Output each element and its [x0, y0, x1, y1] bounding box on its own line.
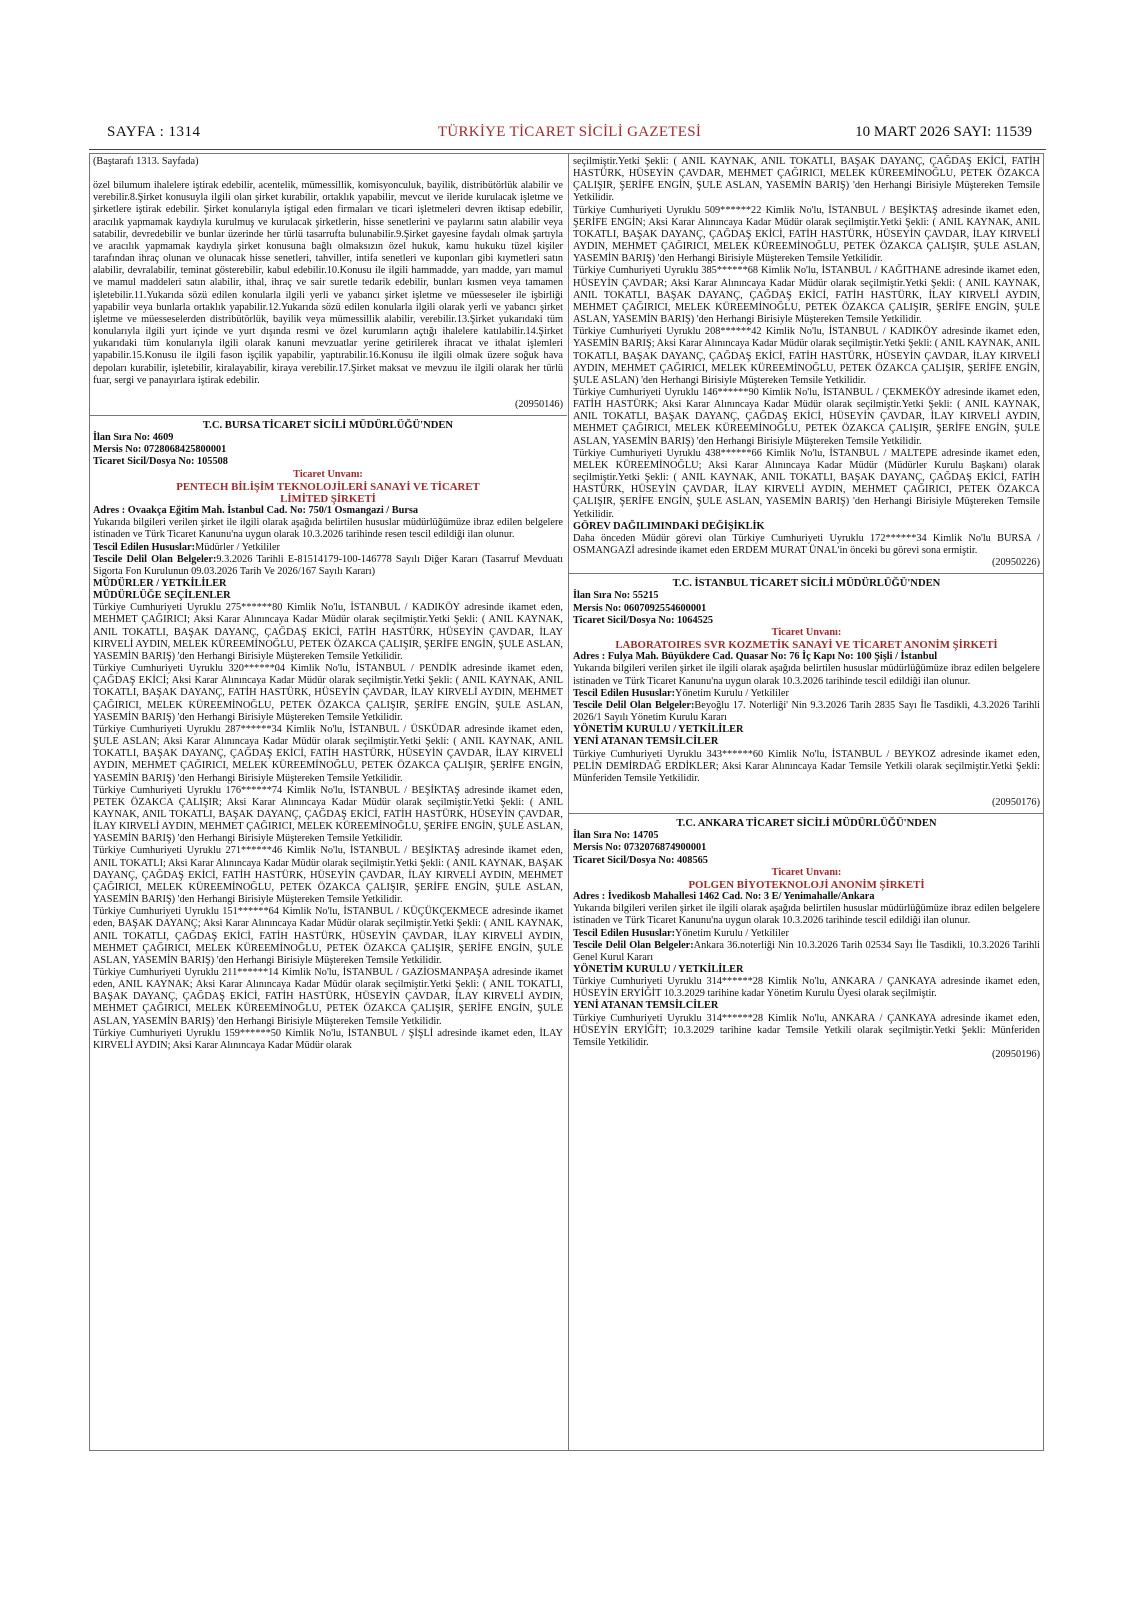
left-column [93, 156, 563, 1052]
trade-name-label: Ticaret Unvanı: [771, 626, 842, 638]
delil-line: Tescile Delil Olan Belgeler:9.3.2026 Tarihli E-81514179-100-146778 Sayılı Diğer Kararı (Tasarruf Mevduatı Sigorta Fon Kurulunun 09.03.2026 Tarih Ve 2026/167 Sayılı Kararı) [93, 553, 563, 577]
company-address: Adres : İvedikosb Mahallesi 1462 Cad. No: 3 E/ Yenimahalle/Ankara [573, 891, 875, 903]
registry-office: T.C. İSTANBUL TİCARET SİCİLİ MÜDÜRLÜĞÜ'NDEN [672, 578, 941, 590]
intro-text: Yukarıda bilgileri verilen şirket ile ilgili olarak aşağıda belirtilen hususlar müdürlüğümüze ibraz edilen belgelere istinaden ve Türk Ticaret Kanunu'na uygun olarak 10.3.2026 tarihinde tescil edildiği ilan olunur. [573, 663, 1040, 687]
page-header [107, 124, 1032, 144]
person-entry: Türkiye Cumhuriyeti Uyruklu 320******04 Kimlik No'lu, İSTANBUL / PENDİK adresinde ikamet eden, ÇAĞDAŞ EKİCİ; Aksi Karar Alınıncaya Kadar Müdür olarak seçilmiştir.Yetki Şekli: ( ANIL KAYNAK, ANIL TOKATLI, BAŞAK DAYANÇ, FATİH HASTÜRK, HÜSEYİN ÇAVDAR, İLAY KIRVELİ AYDIN, MEHMET ÇAĞIRICI, MELEK KÜREEMİNOĞLU, PETEK ÖZAKCA ÇALIŞIR, ŞERİFE ENGİN, ŞULE ASLAN, YASEMİN BARIŞ) 'den Herhangi Birisiyle Müştereken Temsile Yetkilidir. [93, 663, 563, 723]
trade-name: LABORATOIRES SVR KOZMETİK SANAYİ VE TİCARET ANONİM ŞİRKETİ [615, 639, 998, 652]
registry-office: T.C. BURSA TİCARET SİCİLİ MÜDÜRLÜĞÜ'NDEN [202, 419, 454, 431]
person-entry: Türkiye Cumhuriyeti Uyruklu 343******60 Kimlik No'lu, İSTANBUL / BEYKOZ adresinde ikamet eden, PELİN DEMİRDAĞ ERDİKLER; Aksi Karar Alınıncaya Kadar Temsile Yetkili olarak seçilmiştir.Yetki Şekli: Münferiden Temsile Yetkilidir. [573, 748, 1040, 784]
person-entry: Türkiye Cumhuriyeti Uyruklu 438******66 Kimlik No'lu, İSTANBUL / MALTEPE adresinde ikamet eden, MELEK KÜREEMİNOĞLU; Aksi Karar Alınıncaya Kadar Müdür (Müdürler Kurulu Başkanı) olarak seçilmiştir.Yetki Şekli: ( ANIL KAYNAK, ANIL TOKATLI, BAŞAK DAYANÇ, ÇAĞDAŞ EKİCİ, FATİH HASTÜRK, HÜSEYİN ÇAVDAR, İLAY KIRVELİ AYDIN, MEHMET ÇAĞIRICI, PETEK ÖZAKCA ÇALIŞIR, ŞERİFE ENGİN, ŞULE ASLAN, YASEMİN BARIŞ) 'den Herhangi Birisiyle Müştereken Temsile Yetkilidir. [573, 447, 1040, 520]
tescil-line: Tescil Edilen Hususlar:Yönetim Kurulu / Yetkililer [573, 687, 789, 699]
person-entry: Türkiye Cumhuriyeti Uyruklu 271******46 Kimlik No'lu, İSTANBUL / BEŞİKTAŞ adresinde ikamet eden, ANIL TOKATLI; Aksi Karar Alınıncaya Kadar Müdür olarak seçilmiştir.Yetki Şekli: ( ANIL KAYNAK, BAŞAK DAYANÇ, ÇAĞDAŞ EKİCİ, FATİH HASTÜRK, HÜSEYİN ÇAVDAR, İLAY KIRVELİ AYDIN, MEHMET ÇAĞIRICI, MELEK KÜREEMİNOĞLU, PETEK ÖZAKCA ÇALIŞIR, ŞERİFE ENGİN, ŞULE ASLAN, YASEMİN BARIŞ) 'den Herhangi Birisiyle Müştereken Temsile Yetkilidir. [93, 845, 563, 906]
announcement-number: (20950176) [991, 796, 1040, 808]
continued-from: (Baştarafı 1313. Sayfada) [93, 156, 199, 167]
person-entry: Türkiye Cumhuriyeti Uyruklu 314******28 Kimlik No'lu, ANKARA / ÇANKAYA adresinde ikamet eden, HÜSEYİN ERYİĞİT; 10.3.2029 tarihine kadar Temsile Yetkili olarak seçilmiştir.Yetki Şekli: Münferiden Temsile Yetkilidir. [573, 1012, 1040, 1048]
trade-name-label: Ticaret Unvanı: [771, 866, 842, 878]
person-entry: Türkiye Cumhuriyeti Uyruklu 151******64 Kimlik No'lu, İSTANBUL / KÜÇÜKÇEKMECE adresinde ikamet eden, BAŞAK DAYANÇ; Aksi Karar Alınıncaya Kadar Müdür olarak seçilmiştir.Yetki Şekli: ( ANIL KAYNAK, ANIL TOKATLI, ÇAĞDAŞ EKİCİ, FATİH HASTÜRK, HÜSEYİN ÇAVDAR, İLAY KIRVELİ AYDIN, MEHMET ÇAĞIRICI, MELEK KÜREEMİNOĞLU, PETEK ÖZAKCA ÇALIŞIR, ŞERİFE ENGİN, ŞULE ASLAN, YASEMİN BARIŞ) 'den Herhangi Birisiyle Müştereken Temsile Yetkilidir. [93, 906, 563, 966]
section-divider [89, 415, 567, 416]
registry-office: T.C. ANKARA TİCARET SİCİLİ MÜDÜRLÜĞÜ'NDEN [676, 818, 937, 830]
company-address: Adres : Fulya Mah. Büyükdere Cad. Quasar No: 76 İç Kapı No: 100 Şişli / İstanbul [573, 651, 938, 663]
mersis-no: Mersis No: 0732076874900001 [573, 842, 707, 854]
gorev-text: Daha önceden Müdür görevi olan Türkiye Cumhuriyeti Uyruklu 172******34 Kimlik No'lu BURSA / OSMANGAZİ adresinde ikamet eden ERDEM MURAT ÜNAL'in önceki bu görevi sona ermiştir. [573, 532, 1040, 556]
delil-line: Tescile Delil Olan Belgeler:Beyoğlu 17. Noterliği' Nin 9.3.2026 Tarih 2835 Sayı İle Tasdikli, 4.3.2026 Tarihli 2026/1 Sayılı Yönetim Kurulu Kararı [573, 699, 1040, 724]
section-heading: YÖNETİM KURULU / YETKİLİLER [573, 964, 744, 975]
column-divider [568, 153, 569, 1451]
person-entry: Türkiye Cumhuriyeti Uyruklu 287******34 Kimlik No'lu, İSTANBUL / ÜSKÜDAR adresinde ikamet eden, ŞULE ASLAN; Aksi Karar Alınıncaya Kadar Müdür olarak seçilmiştir.Yetki Şekli: ( ANIL KAYNAK, ANIL TOKATLI, BAŞAK DAYANÇ, ÇAĞDAŞ EKİCİ, FATİH HASTÜRK, HÜSEYİN ÇAVDAR, İLAY KIRVELİ AYDIN, MEHMET ÇAĞIRICI, MELEK KÜREEMİNOĞLU, PETEK ÖZAKCA ÇALIŞIR, ŞERİFE ENGİN, YASEMİN BARIŞ) 'den Herhangi Birisiyle Müştereken Temsile Yetkilidir. [93, 723, 563, 784]
company-address: Adres : Ovaakça Eğitim Mah. İstanbul Cad. No: 750/1 Osmangazi / Bursa [93, 505, 419, 517]
mersis-no: Mersis No: 0607092554600001 [573, 602, 707, 614]
person-entry: Türkiye Cumhuriyeti Uyruklu 146******90 Kimlik No'lu, İSTANBUL / ÇEKMEKÖY adresinde ikamet eden, FATİH HASTÜRK; Aksi Karar Alınıncaya Kadar Müdür olarak seçilmiştir.Yetki Şekli: ( ANIL KAYNAK, ANIL TOKATLI, BAŞAK DAYANÇ, ÇAĞDAŞ EKİCİ, HÜSEYİN ÇAVDAR, İLAY KIRVELİ AYDIN, MEHMET ÇAĞIRICI, MELEK KÜREEMİNOĞLU, PETEK ÖZAKCA ÇALIŞIR, ŞERİFE ENGİN, ŞULE ASLAN, YASEMİN BARIŞ) 'den Herhangi Birisiyle Müştereken Temsile Yetkilidir. [573, 386, 1040, 447]
sicil-no: Ticaret Sicil/Dosya No: 408565 [573, 854, 708, 866]
ilan-no: İlan Sıra No: 55215 [573, 590, 659, 602]
section-divider [569, 573, 1044, 574]
intro-text: Yukarıda bilgileri verilen şirket ile ilgili olarak aşağıda belirtilen hususlar müdürlüğümüze ibraz edilen belgelere istinaden ve Türk Ticaret Kanunu'na uygun olarak 10.3.2026 tarihinde tescil edildiği ilan olunur. [573, 903, 1040, 927]
mersis-no: Mersis No: 0728068425800001 [93, 444, 227, 456]
announcement-number: (20950146) [514, 398, 563, 410]
person-entry: seçilmiştir.Yetki Şekli: ( ANIL KAYNAK, ANIL TOKATLI, BAŞAK DAYANÇ, ÇAĞDAŞ EKİCİ, FATİH HASTÜRK, HÜSEYİN ÇAVDAR, MEHMET ÇAĞIRICI, MELEK KÜREEMİNOĞLU, PETEK ÖZAKCA ÇALIŞIR, ŞERİFE ENGİN, ŞULE ASLAN, YASEMİN BARIŞ) 'den Herhangi Birisiyle Müştereken Temsile Yetkilidir. [573, 156, 1040, 204]
section-heading: YÖNETİM KURULU / YETKİLİLER [573, 724, 744, 736]
section-heading: GÖREV DAĞILIMINDAKİ DEĞİŞİKLİK [573, 520, 765, 532]
delil-line: Tescile Delil Olan Belgeler:Ankara 36.noterliği Nin 10.3.2026 Tarih 02534 Sayı İle Tasdikli, 10.3.2026 Tarihli Genel Kurul Kararı [573, 939, 1040, 963]
sicil-no: Ticaret Sicil/Dosya No: 105508 [93, 456, 228, 468]
person-entry: Türkiye Cumhuriyeti Uyruklu 208******42 Kimlik No'lu, İSTANBUL / KADIKÖY adresinde ikamet eden, YASEMİN BARIŞ; Aksi Karar Alınıncaya Kadar Müdür olarak seçilmiştir.Yetki Şekli: ( ANIL KAYNAK, ANIL TOKATLI, BAŞAK DAYANÇ, ÇAĞDAŞ EKİCİ, FATİH HASTÜRK, HÜSEYİN ÇAVDAR, İLAY KIRVELİ AYDIN, MEHMET ÇAĞIRICI, MELEK KÜREEMİNOĞLU, PETEK ÖZAKCA ÇALIŞIR, ŞERİFE ENGİN, ŞULE ASLAN) 'den Herhangi Birisiyle Müştereken Temsile Yetkilidir. [573, 326, 1040, 386]
person-entry: Türkiye Cumhuriyeti Uyruklu 314******28 Kimlik No'lu, ANKARA / ÇANKAYA adresinde ikamet eden, HÜSEYİN ERYİĞİT 10.3.2029 tarihine kadar Yönetim Kurulu Üyesi olarak seçilmiştir. [573, 976, 1040, 1000]
right-column [573, 156, 1040, 1061]
person-entry: Türkiye Cumhuriyeti Uyruklu 159******50 Kimlik No'lu, İSTANBUL / ŞİŞLİ adresinde ikamet eden, İLAY KIRVELİ AYDIN; Aksi Karar Alınıncaya Kadar Müdür olarak [93, 1027, 563, 1051]
continued-text: özel bilumum ihalelere iştirak edebilir, acentelik, mümessillik, komisyonculuk, bayilik, distribütörlük alabilir ve verebilir.8.Şirket konusuyla ilgili olan şirket kurabilir, ortaklık yapabilir, mevcut ve ileride kurulacak işletme ve şirketlere iştirak edebilir. Şirket konularıyla iştigal eden firmaları ve ticari işletmeleri devren iktisap edebilir, aracılık yapmamak kaydıyla kurulmuş ve kurulacak şirketlerin, hisse senetlerini ve paylarını satın alabilir veya satabilir, devredebilir ve bunlar üzerinde her türlü tasarrufta bulunabilir.9.Şirket gayesine faydalı olmak şartıyla ve aracılık yapmamak kaydıyla şirket konusuna bağlı olmaksızın özel hukuk, kamu hukuku tüzel kişiler tarafından ihraç olunan ve olunacak hisse senetleri, tahviller, intifa senetleri ve kuponları gibi kıymetleri satın alabilir, devralabilir, teminat gösterebilir, kabul edebilir.10.Konusu ile ilgili hammadde, yarı madde, yarı mamul ve mamul maddeleri satın alabilir, ithal, ihraç ve sair suretle tedarik edebilir, bunları kısmen veya tamamen işletebilir.11.Yukarıda sözü edilen konularla ilgili yerli ve yabancı şirket işletme ve müesseseler ile işbirliği yapabilir veya bunlarla ortaklık yapabilir.12.Yukarıda sözü edilen konularla ilgili olarak yerli ve yabancı şirket işletme ve müesseselerden distribütörlük, bayilik veya mümessillik alabilir, verebilir.13.Şirket yukarıdaki tüm konularıyla ilgili yurt içinde ve yurt dışında resmi ve özel kurumların açtığı ihalelere katılabilir.14.Şirket yukarıdaki tüm konularıyla ilgili olarak kanuni mevzuatlar yerine getirilerek ihracat ve ithalat işlemleri yapabilir.15.Konusu ile ilgili fason işçilik yapabilir, yaptırabilir.16.Konusu ile ilgili olmak üzere soğuk hava depoları kurabilir, işletebilir, kiralayabilir, kiraya verebilir.17.Şirket maksat ve mevzuu ile ilgili olarak her türlü fuar, sergi ve panayırlara iştirak edebilir. [93, 180, 563, 386]
ankara-announcement [573, 818, 1040, 1061]
ilan-no: İlan Sıra No: 14705 [573, 830, 659, 842]
announcement-number: (20950226) [991, 557, 1040, 569]
section-divider [569, 813, 1044, 814]
ilan-no: İlan Sıra No: 4609 [93, 432, 174, 444]
section-heading: MÜDÜRLER / YETKİLİLER [93, 578, 227, 589]
section-subheading: YENİ ATANAN TEMSİLCİLER [573, 736, 719, 748]
tescil-line: Tescil Edilen Hususlar:Müdürler / Yetkililer [93, 541, 280, 553]
person-entry: Türkiye Cumhuriyeti Uyruklu 176******74 Kimlik No'lu, İSTANBUL / BEŞİKTAŞ adresinde ikamet eden, PETEK ÖZAKCA ÇALIŞIR; Aksi Karar Alınıncaya Kadar Müdür olarak seçilmiştir.Yetki Şekli: ( ANIL KAYNAK, ANIL TOKATLI, BAŞAK DAYANÇ, ÇAĞDAŞ EKİCİ, FATİH HASTÜRK, HÜSEYİN ÇAVDAR, İLAY KIRVELİ AYDIN, MEHMET ÇAĞIRICI, MELEK KÜREEMİNOĞLU, ŞERİFE ENGİN, ŞULE ASLAN, YASEMİN BARIŞ) 'den Herhangi Birisiyle Müştereken Temsile Yetkilidir. [93, 784, 563, 845]
person-entry: Türkiye Cumhuriyeti Uyruklu 275******80 Kimlik No'lu, İSTANBUL / KADIKÖY adresinde ikamet eden, MEHMET ÇAĞIRICI; Aksi Karar Alınıncaya Kadar Müdür olarak seçilmiştir.Yetki Şekli: ( ANIL KAYNAK, ANIL TOKATLI, BAŞAK DAYANÇ, ÇAĞDAŞ EKİCİ, FATİH HASTÜRK, HÜSEYİN ÇAVDAR, İLAY KIRVELİ AYDIN, MELEK KÜREEMİNOĞLU, PETEK ÖZAKCA ÇALIŞIR, ŞERİFE ENGİN, ŞULE ASLAN, YASEMİN BARIŞ) 'den Herhangi Birisiyle Müştereken Temsile Yetkilidir. [93, 602, 563, 662]
section-heading: YENİ ATANAN TEMSİLCİLER [573, 1000, 719, 1012]
trade-name-label: Ticaret Unvanı: [293, 468, 363, 480]
gazette-title: TÜRKİYE TİCARET SİCİLİ GAZETESİ [437, 124, 702, 140]
sicil-no: Ticaret Sicil/Dosya No: 1064525 [573, 614, 714, 626]
bursa-announcement [93, 420, 563, 1052]
issue-date: 10 MART 2026 SAYI: 11539 [855, 124, 1032, 140]
person-entry: Türkiye Cumhuriyeti Uyruklu 509******22 Kimlik No'lu, İSTANBUL / BEŞİKTAŞ adresinde ikamet eden, ŞERİFE ENGİN; Aksi Karar Alınıncaya Kadar Müdür olarak seçilmiştir.Yetki Şekli: ( ANIL KAYNAK, ANIL TOKATLI, BAŞAK DAYANÇ, ÇAĞDAŞ EKİCİ, FATİH HASTÜRK, HÜSEYİN ÇAVDAR, İLAY KIRVELİ AYDIN, MEHMET ÇAĞIRICI, MELEK KÜREEMİNOĞLU, PETEK ÖZAKCA ÇALIŞIR, ŞULE ASLAN, YASEMİN BARIŞ) 'den Herhangi Birisiyle Müştereken Temsile Yetkilidir. [573, 204, 1040, 265]
trade-name: PENTECH BİLİŞİM TEKNOLOJİLERİ SANAYİ VE TİCARET LİMİTED ŞİRKETİ [176, 480, 480, 505]
header-rule [89, 149, 1046, 150]
istanbul-announcement [573, 578, 1040, 809]
intro-text: Yukarıda bilgileri verilen şirket ile ilgili olarak aşağıda belirtilen hususlar müdürlüğümüze ibraz edilen belgelere istinaden ve Türk Ticaret Kanunu'na uygun olarak 10.3.2026 tarihinde resen tescil edildiği ilan olunur. [93, 517, 563, 541]
page-number: SAYFA : 1314 [107, 124, 201, 140]
tescil-line: Tescil Edilen Hususlar:Yönetim Kurulu / Yetkililer [573, 927, 789, 939]
trade-name: POLGEN BİYOTEKNOLOJİ ANONİM ŞİRKETİ [688, 878, 925, 891]
announcement-number: (20950196) [991, 1049, 1040, 1061]
section-subheading: MÜDÜRLÜĞE SEÇİLENLER [93, 590, 231, 602]
person-entry: Türkiye Cumhuriyeti Uyruklu 211******14 Kimlik No'lu, İSTANBUL / GAZİOSMANPAŞA adresinde ikamet eden, ANIL KAYNAK; Aksi Karar Alınıncaya Kadar Müdür olarak seçilmiştir.Yetki Şekli: ( ANIL TOKATLI, BAŞAK DAYANÇ, ÇAĞDAŞ EKİCİ, FATİH HASTÜRK, HÜSEYİN ÇAVDAR, İLAY KIRVELİ AYDIN, MEHMET ÇAĞIRICI, MELEK KÜREEMİNOĞLU, PETEK ÖZAKCA ÇALIŞIR, ŞERİFE ENGİN, ŞULE ASLAN, YASEMİN BARIŞ) 'den Herhangi Birisiyle Müştereken Temsile Yetkilidir. [93, 967, 563, 1027]
person-entry: Türkiye Cumhuriyeti Uyruklu 385******68 Kimlik No'lu, İSTANBUL / KAĞITHANE adresinde ikamet eden, HÜSEYİN ÇAVDAR; Aksi Karar Alınıncaya Kadar Müdür olarak seçilmiştir.Yetki Şekli: ( ANIL KAYNAK, ANIL TOKATLI, BAŞAK DAYANÇ, ÇAĞDAŞ EKİCİ, FATİH HASTÜRK, İLAY KIRVELİ AYDIN, MEHMET ÇAĞIRICI, MELEK KÜREEMİNOĞLU, PETEK ÖZAKCA ÇALIŞIR, ŞERİFE ENGİN, ŞULE ASLAN, YASEMİN BARIŞ) 'den Herhangi Birisiyle Müştereken Temsile Yetkilidir. [573, 265, 1040, 326]
